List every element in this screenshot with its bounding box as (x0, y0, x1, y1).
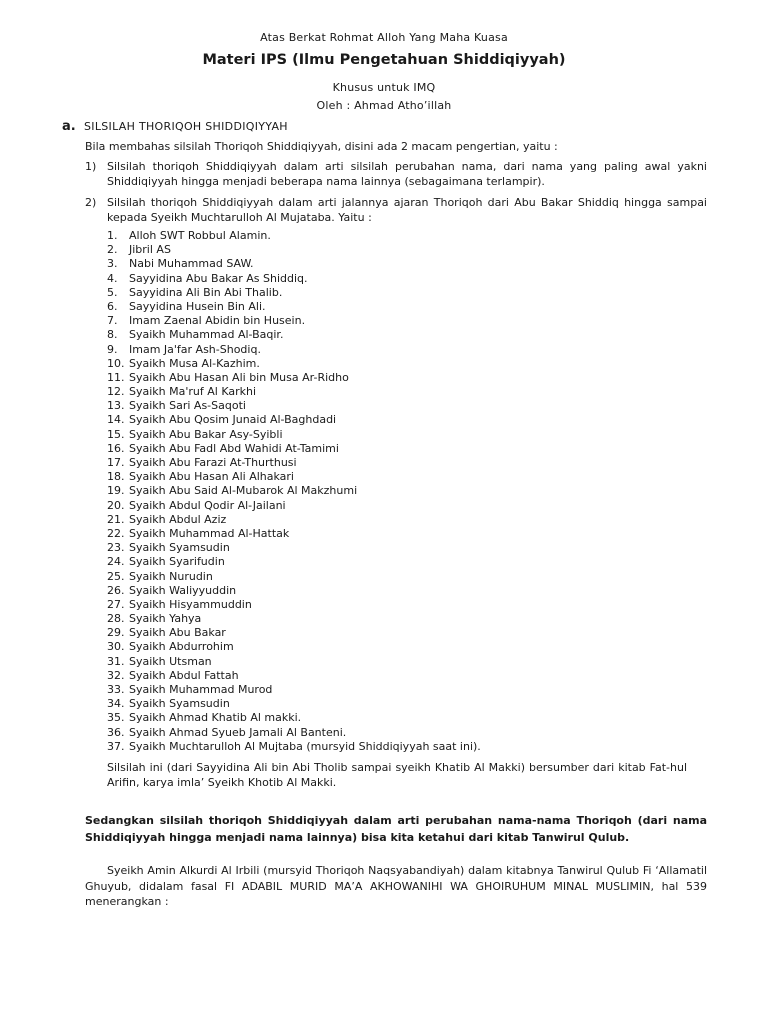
list-item (107, 328, 481, 342)
list-item (107, 456, 481, 470)
list-number: 27. (107, 597, 125, 611)
list-item (107, 726, 481, 740)
list-name: Syaikh Muhammad Al-Hattak (129, 526, 290, 540)
list-number: 23. (107, 541, 125, 555)
list-item (107, 740, 481, 754)
list-number: 16. (107, 441, 125, 455)
list-name: Syaikh Waliyyuddin (129, 583, 237, 597)
list-item (107, 300, 481, 314)
list-number: 21. (107, 512, 125, 526)
list-item (107, 428, 481, 442)
list-name: Syaikh Hisyammuddin (129, 597, 252, 611)
intro-paragraph: Bila membahas silsilah Thoriqoh Shiddiqiyyah, disini ada 2 macam pengertian, yaitu : (85, 140, 558, 153)
list-item (107, 640, 481, 654)
list-name: Syaikh Abdul Fattah (129, 668, 239, 682)
point-item (85, 195, 707, 225)
list-name: Syaikh Abdul Qodir Al-Jailani (129, 498, 286, 512)
list-name: Syaikh Utsman (129, 654, 212, 668)
list-item (107, 513, 481, 527)
list-number: 33. (107, 683, 125, 696)
list-number: 24. (107, 555, 125, 569)
list-item (107, 385, 481, 399)
list-item (107, 612, 481, 626)
list-name: Syaikh Abu Said Al-Mubarok Al Makzhumi (129, 484, 358, 498)
list-item (107, 243, 481, 257)
list-number: 25. (107, 569, 125, 583)
list-name: Imam Zaenal Abidin bin Husein. (129, 314, 306, 328)
list-item (107, 314, 481, 328)
list-number: 9. (107, 342, 118, 356)
list-number: 5. (107, 285, 118, 299)
list-name: Syaikh Syamsudin (129, 541, 230, 555)
list-number: 18. (107, 470, 125, 484)
list-name: Syaikh Abu Hasan Ali bin Musa Ar-Ridho (129, 370, 349, 384)
list-name: Imam Ja'far Ash-Shodiq. (129, 342, 261, 356)
document-title: Materi IPS (Ilmu Pengetahuan Shiddiqiyyah) (202, 52, 566, 68)
list-number: 7. (107, 314, 118, 328)
list-item (107, 357, 481, 371)
list-number: 30. (107, 640, 125, 654)
list-name: Nabi Muhammad SAW. (129, 257, 254, 271)
list-item (107, 655, 481, 669)
list-item (107, 697, 481, 711)
list-item (107, 399, 481, 413)
list-number: 35. (107, 711, 125, 725)
list-item (107, 499, 481, 513)
list-number: 10. (107, 356, 125, 370)
list-number: 15. (107, 427, 125, 441)
list-name: Syaikh Abdul Aziz (129, 512, 227, 526)
list-item (107, 371, 481, 385)
list-number: 11. (107, 370, 125, 384)
list-item (107, 570, 481, 584)
list-name: Syaikh Muhammad Murod (129, 683, 273, 696)
list-item (107, 527, 481, 541)
section-letter: a. (62, 119, 76, 134)
list-number: 20. (107, 498, 125, 512)
list-item (107, 470, 481, 484)
list-number: 34. (107, 697, 125, 711)
list-name: Syaikh Nurudin (129, 569, 213, 583)
preamble-line: Atas Berkat Rohmat Alloh Yang Maha Kuasa (260, 31, 508, 44)
list-number: 31. (107, 654, 125, 668)
list-name: Syaikh Yahya (129, 612, 202, 626)
list-name: Alloh SWT Robbul Alamin. (129, 229, 271, 242)
list-number: 3. (107, 257, 118, 271)
point-text: Silsilah thoriqoh Shiddiqiyyah dalam arti silsilah perubahan nama, dari nama yang paling awal yakni Shiddiqiyyah hingga menjadi beberapa nama lainnya (sebagaimana terlampir). (107, 160, 707, 188)
document-author: Oleh : Ahmad Atho’illah (316, 99, 452, 112)
list-item (107, 598, 481, 612)
point-text: Silsilah thoriqoh Shiddiqiyyah dalam arti jalannya ajaran Thoriqoh dari Abu Bakar Shiddiq hingga sampai kepada Syeikh Muchtarulloh Al Mujataba. Yaitu : (107, 196, 707, 224)
list-name: Sayyidina Husein Bin Ali. (129, 299, 266, 313)
list-number: 19. (107, 484, 125, 498)
list-number: 17. (107, 456, 125, 469)
list-number: 6. (107, 299, 118, 313)
list-item (107, 442, 481, 456)
closing-paragraph: Syeikh Amin Alkurdi Al Irbili (mursyid Thoriqoh Naqsyabandiyah) dalam kitabnya Tanwirul Qulub Fi ‘Allamatil Ghuyub, didalam fasal FI ADABIL MURID MA’A AKHOWANIHI WA GHOIRUHUM MINAL MUSLIMIN, hal 539 menerangkan : (85, 864, 707, 908)
list-name: Syaikh Ma'ruf Al Karkhi (129, 385, 257, 399)
section-heading (62, 119, 288, 134)
list-item (107, 711, 481, 725)
list-item (107, 413, 481, 427)
list-name: Syaikh Abu Bakar (129, 626, 226, 640)
point-item (85, 159, 707, 189)
document-subtitle: Khusus untuk IMQ (332, 81, 436, 94)
list-number: 36. (107, 725, 125, 739)
list-number: 26. (107, 583, 125, 597)
list-name: Syaikh Abu Farazi At-Thurthusi (129, 456, 297, 469)
list-number: 37. (107, 739, 125, 753)
section-title: SILSILAH THORIQOH SHIDDIQIYYAH (84, 120, 288, 133)
list-item (107, 683, 481, 697)
list-item (107, 584, 481, 598)
list-name: Syaikh Syarifudin (129, 555, 225, 569)
bold-paragraph: Sedangkan silsilah thoriqoh Shiddiqiyyah dalam arti perubahan nama-nama Thoriqoh (dari nama Shiddiqiyyah hingga menjadi nama lainnya) bisa kita ketahui dari kitab Tanwirul Qulub. (85, 814, 707, 844)
list-name: Syaikh Musa Al-Kazhim. (129, 356, 260, 370)
lineage-list (107, 229, 481, 754)
list-number: 8. (107, 328, 118, 342)
list-item (107, 286, 481, 300)
list-name: Sayyidina Abu Bakar As Shiddiq. (129, 271, 308, 285)
list-number: 2. (107, 243, 118, 257)
point-number: 1) (85, 160, 97, 173)
list-number: 29. (107, 626, 125, 640)
list-name: Syaikh Muchtarulloh Al Mujtaba (mursyid Shiddiqiyyah saat ini). (129, 739, 481, 753)
list-item (107, 669, 481, 683)
list-item (107, 541, 481, 555)
list-item (107, 484, 481, 498)
source-note: Silsilah ini (dari Sayyidina Ali bin Abi Tholib sampai syeikh Khatib Al Makki) bersumber dari kitab Fat-hul Arifin, karya imla’ Syeikh Khotib Al Makki. (107, 761, 687, 789)
list-number: 28. (107, 612, 125, 626)
list-number: 22. (107, 526, 125, 540)
list-name: Syaikh Abdurrohim (129, 640, 234, 654)
list-name: Syaikh Abu Qosim Junaid Al-Baghdadi (129, 413, 337, 427)
list-name: Syaikh Ahmad Khatib Al makki. (129, 711, 302, 725)
list-name: Syaikh Abu Bakar Asy-Syibli (129, 427, 283, 441)
list-number: 13. (107, 399, 125, 413)
list-number: 32. (107, 668, 125, 682)
list-name: Sayyidina Ali Bin Abi Thalib. (129, 285, 283, 299)
point-number: 2) (85, 196, 97, 209)
list-name: Syaikh Syamsudin (129, 697, 230, 711)
list-item (107, 272, 481, 286)
list-item (107, 257, 481, 271)
list-name: Syaikh Abu Fadl Abd Wahidi At-Tamimi (129, 441, 339, 455)
list-number: 1. (107, 229, 118, 242)
list-number: 4. (107, 271, 118, 285)
list-item (107, 229, 481, 243)
list-name: Syaikh Ahmad Syueb Jamali Al Banteni. (129, 725, 347, 739)
list-number: 14. (107, 413, 125, 427)
list-name: Jibril AS (129, 243, 171, 257)
list-name: Syaikh Muhammad Al-Baqir. (129, 328, 284, 342)
list-item (107, 555, 481, 569)
list-name: Syaikh Abu Hasan Ali Alhakari (129, 470, 294, 484)
list-name: Syaikh Sari As-Saqoti (129, 399, 246, 413)
list-number: 12. (107, 385, 125, 399)
list-item (107, 626, 481, 640)
list-item (107, 343, 481, 357)
